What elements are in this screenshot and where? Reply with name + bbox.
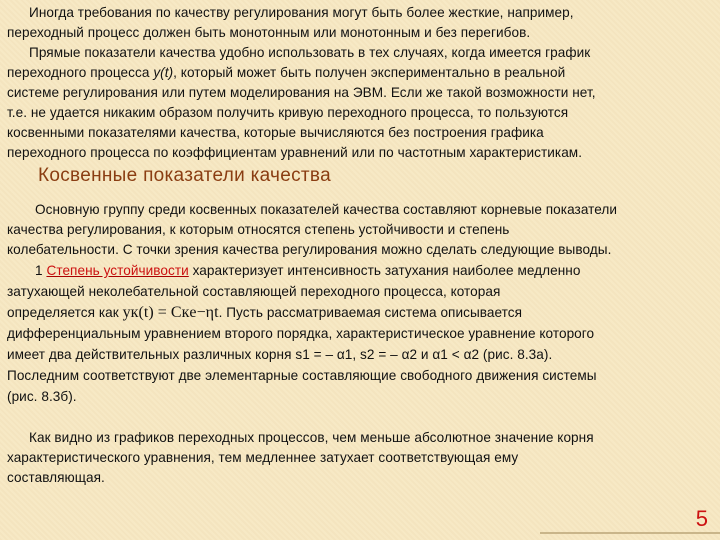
text-line: т.е. не удается никаким образом получить кривую переходного процесса, то пользуются	[7, 105, 569, 120]
text-line: Прямые показатели качества удобно использовать в тех случаях, когда имеется график	[29, 45, 591, 60]
paragraph-direct-indicators	[7, 43, 713, 163]
text-line: имеет два действительных различных корня s1 = – α1, s2 = – α2 и α1 < α2 (рис. 8.3а).	[7, 347, 553, 362]
term-stability-degree: Степень устойчивости	[46, 263, 189, 278]
text-line: переходного процесса по коэффициентам уравнений или по частотным характеристикам.	[7, 145, 583, 160]
text-line: Последним соответствуют две элементарные составляющие свободного движения системы	[7, 368, 597, 383]
text-line: Как видно из графиков переходных процессов, чем меньше абсолютное значение корня	[29, 430, 594, 445]
text-line: определяется как	[7, 305, 123, 320]
paragraph-conclusion	[7, 428, 713, 488]
text-line: затухающей неколебательной составляющей переходного процесса, которая	[7, 284, 501, 299]
text-line: косвенными показателями качества, которые вычисляются без построения графика	[7, 125, 544, 140]
text-line: качества регулирования, к которым относятся степень устойчивости и степень	[7, 222, 510, 237]
function-y-t: y(t)	[153, 65, 174, 80]
text-line: дифференциальным уравнением второго порядка, характеристическое уравнение которого	[7, 326, 595, 341]
text-line: системе регулирования или путем моделирования на ЭВМ. Если же такой возможности нет,	[7, 85, 596, 100]
formula-yk: yк(t) = Cкe−ηt	[122, 304, 219, 321]
text-line: переходного процесса	[7, 65, 154, 80]
page-number: 5	[695, 506, 708, 531]
text-line: характеризует интенсивность затухания наиболее медленно	[188, 263, 581, 278]
section-heading: Косвенные показатели качества	[38, 165, 331, 186]
paragraph-root-indicators	[7, 200, 713, 260]
text-line: Иногда требования по качеству регулирования могут быть более жесткие, например,	[29, 5, 574, 20]
text-line: составляющая.	[7, 470, 105, 485]
text-line: переходный процесс должен быть монотонным или монотонным и без перегибов.	[7, 25, 531, 40]
text-line: , который может быть получен экспериментально в реальной	[173, 65, 566, 80]
text-line: колебательности. С точки зрения качества регулирования можно сделать следующие выводы.	[7, 242, 612, 257]
text-line: . Пусть рассматриваемая система описывается	[218, 305, 523, 320]
text-line: (рис. 8.3б).	[7, 389, 77, 404]
footer-divider	[540, 532, 720, 534]
paragraph-intro	[7, 3, 713, 43]
paragraph-stability-degree	[7, 260, 713, 407]
item-number: 1	[35, 263, 43, 278]
text-line: Основную группу среди косвенных показателей качества составляют корневые показатели	[35, 202, 618, 217]
text-line: характеристического уравнения, тем медленнее затухает соответствующая ему	[7, 450, 519, 465]
